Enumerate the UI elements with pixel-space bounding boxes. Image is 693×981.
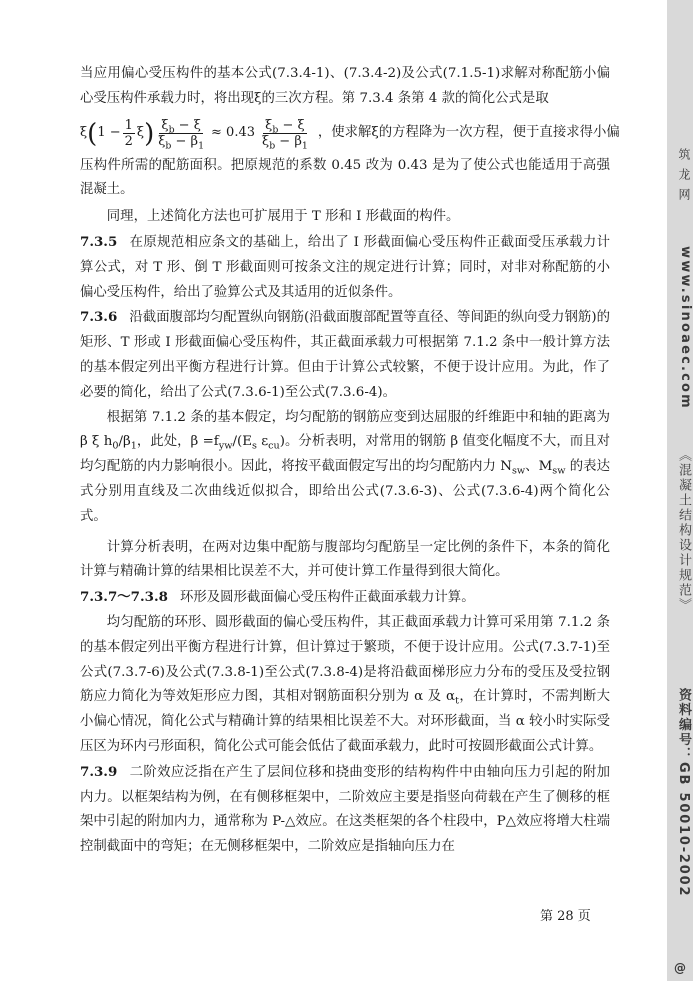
paragraph-2: 同理，上述简化方法也可扩展用于 T 形和 I 形截面的构件。 [106,209,460,225]
fraction-1-denominator: $\xi_b - \beta_1$ [158,134,205,152]
sidebar-url: www.sinoaec.com [678,246,693,410]
formula-half [123,118,135,149]
section-text: 在原规范相应条文的基础上，给出了 I 形截面偏心受压构件正截面受压承载力计算公式，对 T 形、倒 T 形截面则可按条文注的规定进行计算；同时，对非对称配筋的小偏心受压构件，给出了验算公式及其适用的近似条件。 [80,234,610,300]
section-7-3-9 [80,760,610,860]
formula-paren-close: ) [144,118,155,149]
paragraph-3: 根据第 7.1.2 条的基本假定，均匀配筋的钢筋应变到达屈服的纤维距中和轴的距离为 β ξ $h_0/\beta_1$，此处，$\beta =f_{yw}/(E_s$ $\varepsilon_{cu}$)。分析表明，对常用的钢筋 β 值变化幅度不大，而且对均匀配筋的内力影响很小。因此，将按平截面假定写出的均匀配筋内力 $N_{sw}$、$M_{sw}$ 的表达式分别用直线及二次曲线近似拟合，即给出公式(7.3.6-3)、公式(7.3.6-4)两个简化公式。 [80,409,610,524]
formula-symbol: ξ [80,125,88,141]
section-number: 7.3.6 [80,309,118,326]
section-number: 7.3.5 [80,233,118,250]
formula-symbol-2: ξ [136,125,145,141]
formula-approx: ≈ 0.43 [211,125,256,141]
sidebar-doc-title: 《混凝土结构设计规范》 [676,448,691,613]
formula-line [80,112,620,156]
fraction-2-denominator: $\xi_b - \beta_1$ [262,134,308,152]
sidebar-doc-code: 资料编号：GB 50010-2002 [676,688,691,898]
sidebar-site-name: 筑龙网 [677,148,691,208]
paragraph-1-after: 压构件所需的配筋面积。把原规范的系数 0.45 改为 0.43 是为了使公式也能适用于高强混凝土。 [80,157,610,198]
formula-trailing-text: ，使求解ξ的方程降为一次方程，便于直接求得小偏 [317,125,620,141]
section-text: 沿截面腹部均匀配置纵向钢筋(沿截面腹部配置等直径、等间距的纵向受力钢筋)的矩形、T 形或 I 形截面偏心受压构件，其正截面承载力可根据第 7.1.2 条中一般计算方法的基本假定列出平衡方程进行计算。但由于计算公式较繁，不便于设计应用。为此，作了必要的简化，给出了公式(7.3.6-1)至公式(7.3.6-4)。 [80,310,610,400]
watermark-sidebar [667,0,693,981]
section-7-3-7 [80,585,610,611]
section-7-3-6 [80,305,610,405]
paragraph-4: 计算分析表明，在两对边集中配筋与腹部均匀配筋呈一定比例的条件下，本条的简化计算与精确计算的结果相比误差不大，并可使计算工作量得到很大简化。 [80,539,610,580]
section-text: 环形及圆形截面偏心受压构件正截面承载力计算。 [180,590,475,606]
section-number: 7.3.9 [80,763,118,780]
section-number: 7.3.7～7.3.8 [80,589,168,606]
formula-paren-open: ( [87,118,98,149]
simplified-formula [80,118,312,152]
fraction-1-numerator: $\xi_b - \xi$ [161,118,201,136]
formula-half-num: 1 [124,118,133,134]
page-number: 第 28 页 [540,909,591,924]
formula-one: 1 − [97,125,121,141]
fraction-2-numerator: $\xi_b - \xi$ [265,118,305,136]
paragraph-1: 当应用偏心受压构件的基本公式(7.3.4-1)、(7.3.4-2)及公式(7.1.5-1)求解对称配筋小偏心受压构件承载力时，将出现ξ的三次方程。第 7.3.4 条第 4 款的简化公式是取 [80,66,610,106]
section-text: 二阶效应泛指在产生了层间位移和挠曲变形的结构构件中由轴向压力引起的附加内力。以框架结构为例，在有侧移框架中，二阶效应主要是指竖向荷载在产生了侧移的框架中引起的附加内力，通常称为 P-△效应。在这类框架的各个柱段中，P△效应将增大柱端控制截面中的弯矩；在无侧移框架中，二阶效应是指轴向压力在 [80,764,610,855]
formula-half-den: 2 [124,134,133,150]
formula-fraction-2 [260,118,310,152]
body-text [80,62,620,860]
formula-fraction-1 [156,118,206,152]
copyright-icon: @ [674,961,686,975]
paragraph-5: 均匀配筋的环形、圆形截面的偏心受压构件，其正截面承载力计算可采用第 7.1.2 条的基本假定列出平衡方程进行计算，但计算过于繁琐，不便于设计应用。公式(7.3.7-1)至公式(7.3.7-6)及公式(7.3.8-1)至公式(7.3.8-4)是将沿截面梯形应力分布的受压及受拉钢筋应力简化为等效矩形应力图，其相对钢筋面积分别为 α 及 $\alpha_t$，在计算时，不需判断大小偏心情况，简化公式与精确计算的结果相比误差不大。对环形截面，当 α 较小时实际受压区为环内弓形面积，简化公式可能会低估了截面承载力，此时可按圆形截面公式计算。 [80,614,611,754]
section-7-3-5 [80,230,610,305]
